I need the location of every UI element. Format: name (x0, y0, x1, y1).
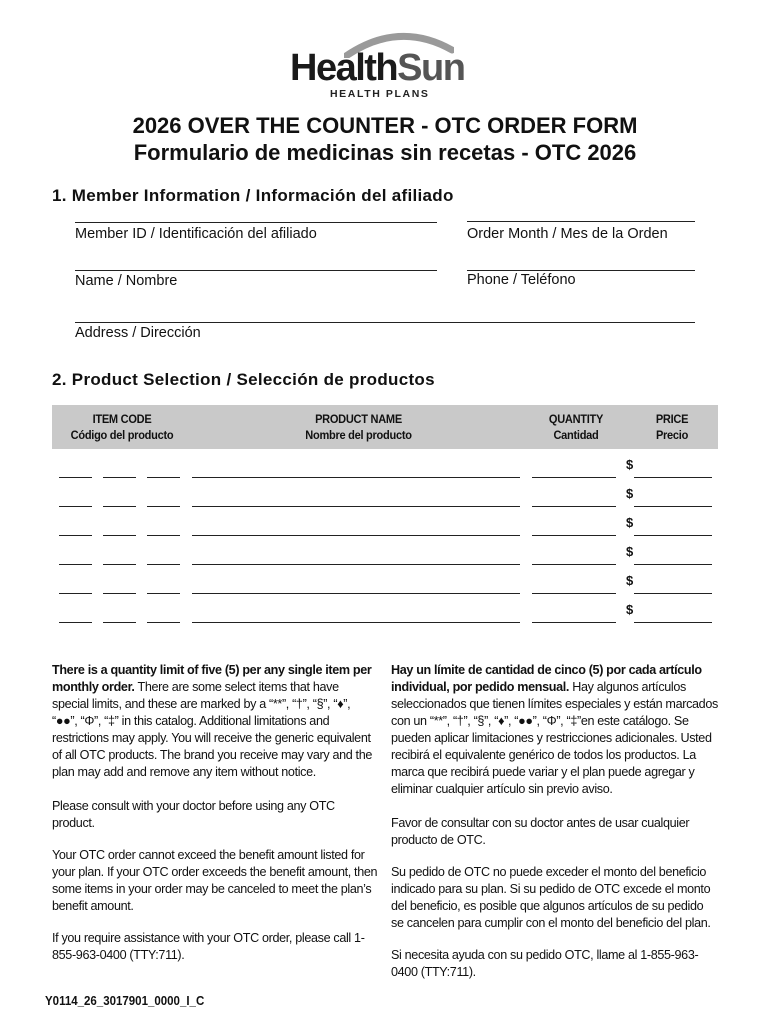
price-field[interactable] (634, 492, 712, 507)
item-code-part-1[interactable] (59, 579, 92, 594)
col-product-name (205, 411, 511, 443)
form-title-english: 2026 OVER THE COUNTER - OTC ORDER FORM (132, 113, 638, 138)
price-currency-symbol: $ (626, 544, 634, 559)
notes-en-p3: Your OTC order cannot exceed the benefit amount listed for your plan. If your OTC order exceeds the benefit amount, then some items in your order may be canceled to meet the plan’s benefit amount. (52, 848, 378, 913)
logo-word-health: Health (290, 47, 398, 89)
notes-en-p1-bold: There is a quantity limit of five (5) per any single item per monthly order. (52, 663, 372, 694)
price-currency-symbol: $ (626, 515, 634, 530)
address-field[interactable] (75, 322, 695, 323)
notes-es-p1-rest: Hay algunos artículos seleccionados que tienen límites especiales y están marcados con un “**”, “†”, “§”, “♦”, “●●”, “Φ”, “‡”en este catálogo. Se pueden aplicar limitaciones y restricciones adicionales. Usted recibirá el equivalente genérico de todos los productos. La marca que recibirá puede variar y el plan puede agregar y eliminar cualquier artículo sin previo aviso. (391, 680, 718, 796)
product-table-header (52, 405, 718, 449)
col-item-code-es: Código del producto (70, 428, 174, 442)
quantity-field[interactable] (532, 608, 616, 623)
member-id-label: Member ID / Identificación del afiliado (75, 226, 317, 242)
item-code-part-1[interactable] (59, 492, 92, 507)
logo-word-sun: Sun (397, 47, 465, 89)
quantity-field[interactable] (532, 550, 616, 565)
member-info-heading: 1. Member Information / Información del afiliado (52, 186, 454, 205)
notes-en-p1-rest: There are some select items that have special limits, and these are marked by a “**”, “†”, “§”, “♦”, “●●”, “Φ”, “‡” in this catalog. Additional limitations and restrictions may apply. You will receive the generic equivalent of all OTC products. The brand you receive may vary and the plan may add and remove any item without notice. (52, 680, 373, 779)
name-field[interactable] (75, 270, 437, 271)
price-field[interactable] (634, 608, 712, 623)
price-currency-symbol: $ (626, 457, 634, 472)
price-field[interactable] (634, 463, 712, 478)
col-product-name-en: PRODUCT NAME (315, 412, 402, 426)
item-code-part-3[interactable] (147, 463, 180, 478)
name-label: Name / Nombre (75, 273, 178, 289)
product-name-field[interactable] (192, 608, 520, 623)
price-field[interactable] (634, 550, 712, 565)
notes-es-p1-bold: Hay un límite de cantidad de cinco (5) por cada artículo individual, por pedido mensual. (391, 663, 702, 694)
notes-en-p1 (52, 662, 378, 781)
price-field[interactable] (634, 521, 712, 536)
form-code: Y0114_26_3017901_0000_I_C (45, 994, 205, 1008)
product-name-field[interactable] (192, 579, 520, 594)
col-price (635, 411, 709, 443)
phone-label: Phone / Teléfono (467, 272, 576, 288)
quantity-field[interactable] (532, 463, 616, 478)
product-name-field[interactable] (192, 550, 520, 565)
col-product-name-es: Nombre del producto (305, 428, 412, 442)
notes-es-p4: Si necesita ayuda con su pedido OTC, llame al 1-855-963-0400 (TTY:711). (391, 948, 699, 979)
item-code-part-2[interactable] (103, 463, 136, 478)
product-name-field[interactable] (192, 521, 520, 536)
price-currency-symbol: $ (626, 602, 634, 617)
notes-es-p1 (391, 662, 719, 798)
col-quantity (532, 411, 620, 443)
item-code-part-1[interactable] (59, 521, 92, 536)
notes-english (52, 662, 378, 964)
item-code-part-1[interactable] (59, 550, 92, 565)
item-code-part-2[interactable] (103, 608, 136, 623)
item-code-part-3[interactable] (147, 608, 180, 623)
logo-wordmark (290, 48, 464, 88)
col-price-en: PRICE (655, 412, 689, 426)
item-code-part-2[interactable] (103, 492, 136, 507)
address-label: Address / Dirección (75, 325, 201, 341)
item-code-part-3[interactable] (147, 550, 180, 565)
col-quantity-es: Cantidad (553, 428, 599, 442)
notes-en-p2: Please consult with your doctor before using any OTC product. (52, 799, 335, 830)
price-field[interactable] (634, 579, 712, 594)
item-code-part-1[interactable] (59, 608, 92, 623)
notes-es-p3: Su pedido de OTC no puede exceder el monto del beneficio indicado para su plan. Si su pedido de OTC excede el monto del beneficio, es posible que algunos artículos de su pedido se cancelen para cumplir con el monto del beneficio del plan. (391, 865, 711, 930)
notes-spanish (391, 662, 719, 981)
item-code-part-3[interactable] (147, 521, 180, 536)
quantity-field[interactable] (532, 521, 616, 536)
phone-field[interactable] (467, 270, 695, 271)
order-month-label: Order Month / Mes de la Orden (467, 226, 668, 242)
notes-en-p4: If you require assistance with your OTC order, please call 1-855-963-0400 (TTY:711). (52, 931, 365, 962)
price-currency-symbol: $ (626, 486, 634, 501)
logo-subtitle: HEALTH PLANS (330, 88, 430, 100)
quantity-field[interactable] (532, 492, 616, 507)
col-item-code (58, 411, 187, 443)
quantity-field[interactable] (532, 579, 616, 594)
item-code-part-1[interactable] (59, 463, 92, 478)
notes-es-p2: Favor de consultar con su doctor antes de usar cualquier producto de OTC. (391, 816, 690, 847)
item-code-part-2[interactable] (103, 579, 136, 594)
form-title-spanish: Formulario de medicinas sin recetas - OTC 2026 (133, 140, 637, 165)
col-item-code-en: ITEM CODE (92, 412, 152, 426)
product-name-field[interactable] (192, 463, 520, 478)
price-currency-symbol: $ (626, 573, 634, 588)
item-code-part-2[interactable] (103, 521, 136, 536)
col-quantity-en: QUANTITY (548, 412, 604, 426)
product-name-field[interactable] (192, 492, 520, 507)
order-month-field[interactable] (467, 221, 695, 222)
col-price-es: Precio (655, 428, 689, 442)
item-code-part-3[interactable] (147, 492, 180, 507)
item-code-part-2[interactable] (103, 550, 136, 565)
member-id-field[interactable] (75, 222, 437, 223)
product-selection-heading: 2. Product Selection / Selección de productos (52, 370, 435, 389)
healthsun-logo (290, 28, 490, 100)
item-code-part-3[interactable] (147, 579, 180, 594)
